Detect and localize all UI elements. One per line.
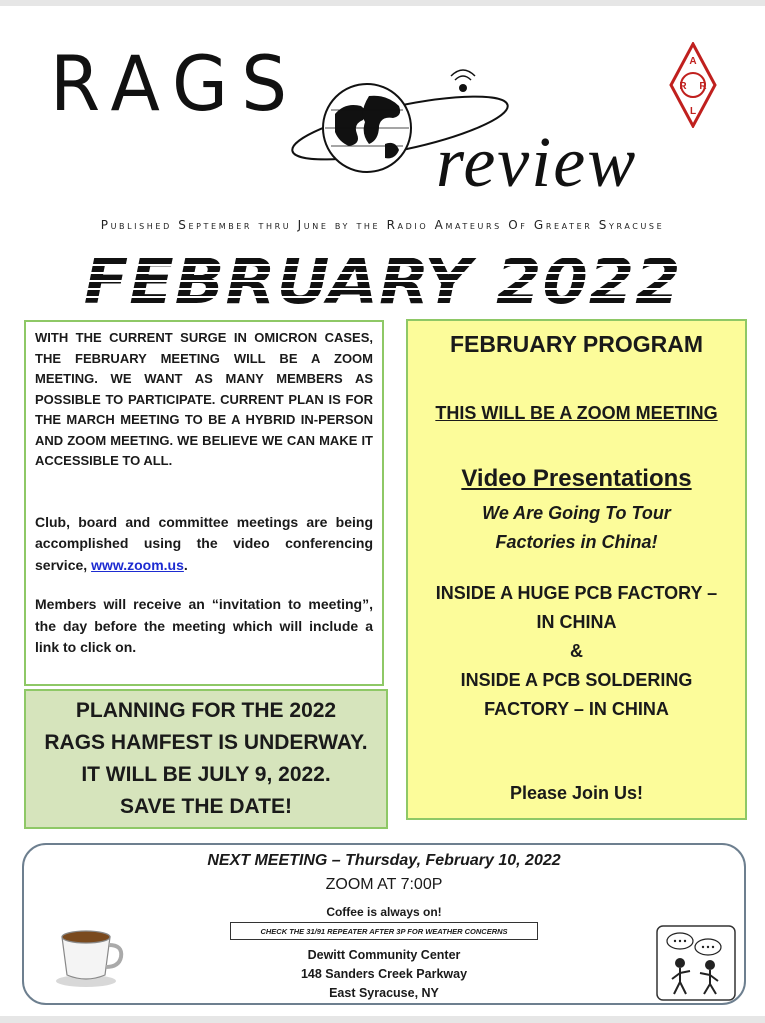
zoom-link[interactable]: www.zoom.us	[91, 556, 184, 573]
program-item-2-line-2: FACTORY – IN CHINA	[484, 699, 669, 719]
program-ampersand: &	[570, 641, 583, 661]
arrl-letter-l: L	[689, 106, 697, 117]
next-meeting-box	[22, 843, 746, 1005]
newsletter-page	[0, 6, 765, 1016]
next-meeting-date: NEXT MEETING – Thursday, February 10, 2022	[207, 852, 561, 869]
hamfest-line-4: SAVE THE DATE!	[120, 795, 292, 818]
arrl-letter-r2: R	[699, 81, 707, 92]
meeting-address	[24, 946, 744, 1003]
invitation-paragraph: Members will receive an “invitation to meeting”, the day before the meeting which will include a link to click on.	[35, 596, 373, 655]
issue-title	[0, 242, 765, 322]
program-item-1-line-1: INSIDE A HUGE PCB FACTORY –	[435, 583, 718, 603]
hamfest-line-3: IT WILL BE JULY 9, 2022.	[81, 763, 331, 786]
program-tour-line-2: Factories in China!	[495, 532, 658, 552]
omicron-notice-text: WITH THE CURRENT SURGE IN OMICRON CASES, THE FEBRUARY MEETING WILL BE A ZOOM MEETING. WE WANT AS MANY MEMBERS AS POSSIBLE TO PARTICIPATE. CURRENT PLAN IS FOR THE MARCH MEETING TO BE A HYBRID IN-PERSON AND ZOOM MEETING. WE BELIEVE WE CAN MAKE IT ACCESSIBLE TO ALL.	[35, 330, 373, 468]
issue-title-text: FEBRUARY 2022	[84, 242, 682, 322]
program-item-2-line-1: INSIDE A PCB SOLDERING	[460, 670, 693, 690]
program-item-1-line-2: IN CHINA	[536, 612, 617, 632]
program-join: Please Join Us!	[509, 783, 644, 803]
venue-city: East Syracuse, NY	[329, 986, 439, 1000]
chatting-figures-icon	[656, 925, 736, 1001]
program-zoom-note: THIS WILL BE A ZOOM MEETING	[435, 403, 718, 423]
program-tour-text	[408, 499, 745, 557]
masthead-tagline: Published September thru June by the Radio Amateurs Of Greater Syracuse	[100, 218, 665, 232]
arrl-letter-r1: R	[679, 81, 687, 92]
zoom-service-paragraph	[35, 512, 373, 577]
repeater-notice: CHECK THE 31/91 REPEATER AFTER 3P FOR WEATHER CONCERNS	[230, 922, 538, 940]
zoom-service-text: Club, board and committee meetings are being accomplished using the video conferencing service,	[35, 513, 373, 573]
hamfest-line-1: PLANNING FOR THE 2022	[75, 699, 337, 722]
arrl-diamond-icon	[668, 42, 718, 128]
program-title: FEBRUARY PROGRAM	[449, 331, 703, 357]
masthead-logo-rags: RAGS	[50, 39, 301, 128]
zoom-service-end: .	[183, 556, 188, 573]
meeting-zoom-time: ZOOM AT 7:00P	[325, 876, 443, 893]
hamfest-line-2: RAGS HAMFEST IS UNDERWAY.	[44, 731, 368, 754]
february-program-box	[406, 319, 747, 820]
program-tour-line-1: We Are Going To Tour	[482, 503, 671, 523]
venue-name: Dewitt Community Center	[307, 948, 461, 962]
hamfest-box	[24, 689, 388, 829]
venue-street: 148 Sanders Creek Parkway	[300, 967, 468, 981]
masthead-logo-review: review	[436, 122, 638, 202]
program-video-heading: Video Presentations	[461, 465, 692, 492]
omicron-notice-box	[24, 320, 384, 686]
arrl-letter-a: A	[689, 56, 697, 67]
coffee-note: Coffee is always on!	[326, 905, 442, 919]
coffee-cup-icon	[54, 927, 126, 989]
